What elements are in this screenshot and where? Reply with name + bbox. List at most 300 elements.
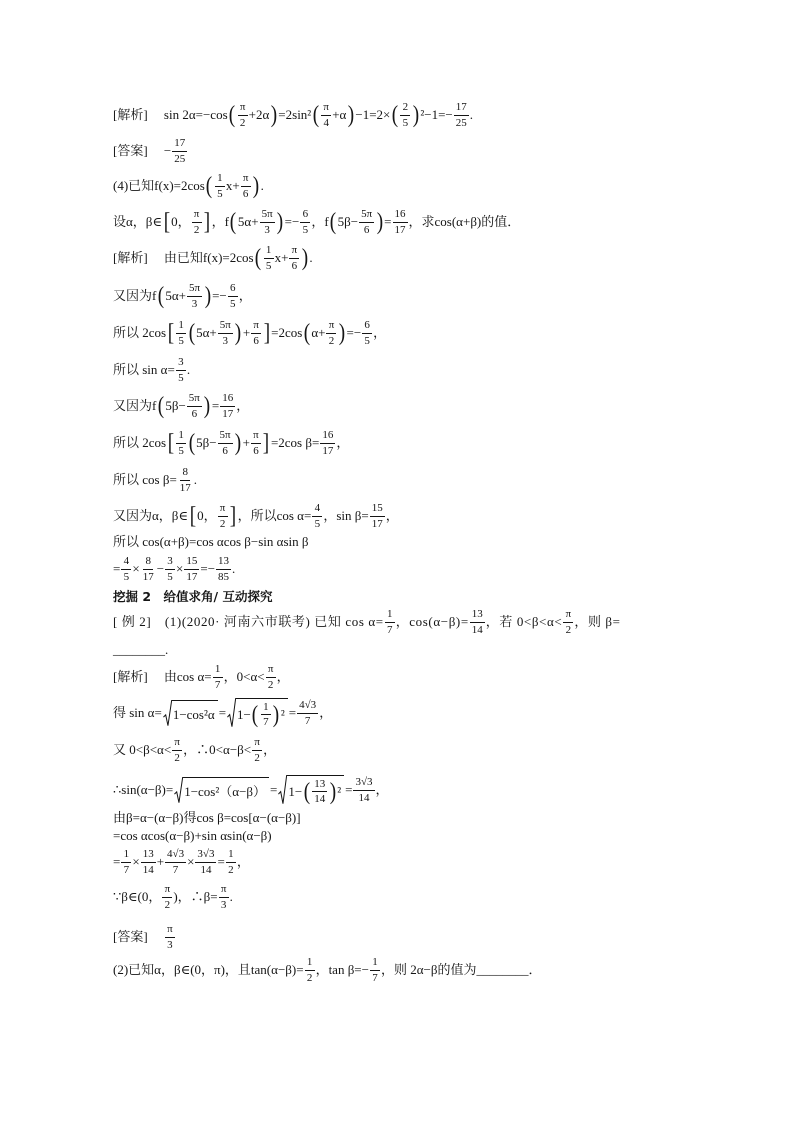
text-run: = [217, 854, 225, 870]
fraction [305, 956, 315, 983]
text-run: 所以 cos β= [113, 472, 177, 488]
text-run: ∵β∈(0， [113, 889, 162, 905]
fraction-numerator: 8 [143, 555, 153, 569]
text-run: = [384, 214, 392, 230]
text-run: − [156, 561, 165, 577]
big-delimiter: ( [312, 102, 319, 128]
fraction-denominator: 2 [239, 116, 246, 129]
fraction [162, 883, 172, 910]
fraction-numerator: 1 [261, 701, 271, 715]
text-run: 由β=α−(α−β)得cos β=cos[α−(α−β)] [113, 810, 301, 826]
fraction-denominator: 7 [172, 863, 179, 876]
fraction-denominator: 6 [191, 407, 198, 420]
text-run: [解析] sin 2α=−cos [113, 107, 228, 123]
text-run: 所以 2cos [113, 325, 167, 341]
analysis-example-2-start-line [113, 660, 290, 694]
fraction [326, 319, 336, 346]
fraction-denominator: 5 [178, 371, 184, 384]
fraction-denominator: 6 [363, 223, 370, 236]
fraction-denominator: 17 [142, 570, 154, 583]
fraction [252, 736, 262, 763]
fraction [261, 701, 271, 728]
fraction-denominator: 5 [314, 517, 321, 530]
big-delimiter: ) [301, 245, 309, 271]
big-delimiter: ( [391, 102, 399, 128]
text-run: ，f [211, 214, 229, 230]
analysis-4-line-2 [113, 279, 252, 313]
fraction [370, 956, 380, 983]
fraction [213, 663, 223, 690]
text-run: −1=2× [355, 107, 391, 123]
analysis-4-line-7 [113, 463, 197, 497]
text-run: 得 sin α= [113, 705, 162, 721]
big-delimiter: ) [412, 102, 420, 128]
fraction-denominator: 3 [220, 898, 227, 911]
fraction-numerator: π [162, 883, 172, 897]
fraction-denominator: 6 [253, 444, 259, 457]
fraction [238, 101, 248, 128]
text-run: ，所以cos α= [237, 508, 312, 524]
text-run: ， [375, 782, 389, 798]
analysis-4-line-4 [113, 353, 190, 387]
text-run: × [187, 854, 195, 870]
text-run: ________. [113, 642, 169, 658]
big-delimiter: ( [303, 320, 311, 346]
fraction-numerator: 3 [165, 555, 175, 569]
text-run: 所以 sin α= [113, 362, 175, 378]
fraction-denominator: 2 [228, 863, 234, 876]
fraction [218, 429, 233, 456]
text-run: ² [337, 783, 342, 799]
fraction [172, 736, 182, 763]
text-run: ， [319, 705, 333, 721]
text-run: ∴sin(α−β)= [113, 782, 174, 798]
text-run: + [242, 325, 251, 341]
text-run: 设α，β∈ [113, 214, 163, 230]
fraction [176, 429, 186, 456]
big-delimiter: [ [167, 320, 174, 346]
text-run: ，f [311, 214, 329, 230]
fraction [297, 699, 318, 726]
fraction-numerator: 6 [362, 319, 372, 333]
fraction [312, 502, 322, 529]
fraction [195, 848, 216, 875]
fraction [226, 848, 236, 875]
big-delimiter: ) [347, 102, 355, 128]
fraction-denominator: 5 [178, 334, 184, 347]
fraction-denominator: 3 [222, 334, 229, 347]
text-run: 1− [237, 706, 251, 722]
text-run: ，0<α< [223, 669, 265, 685]
analysis-compute-line [113, 845, 250, 879]
text-run: ，∴0<α−β< [183, 742, 252, 758]
fraction [353, 776, 374, 803]
text-run: 0， [171, 214, 191, 230]
text-run: 5β− [196, 435, 217, 451]
question-4-function-line [113, 169, 264, 203]
fraction-denominator: 17 [222, 407, 234, 420]
fraction-denominator: 4 [323, 116, 329, 129]
fraction-numerator: π [266, 663, 276, 677]
fraction [385, 608, 395, 635]
big-delimiter: ) [276, 209, 284, 235]
fraction-numerator: π [252, 736, 262, 750]
big-delimiter: ( [188, 320, 195, 346]
text-run: =− [212, 288, 227, 304]
fraction [370, 502, 385, 529]
fraction-denominator: 17 [322, 444, 334, 457]
text-run: ， [238, 288, 252, 304]
fraction-denominator: 3 [191, 297, 198, 310]
fraction-numerator: 3√3 [195, 848, 216, 862]
fraction-numerator: 1 [305, 956, 315, 970]
fraction-numerator: 16 [220, 392, 235, 406]
text-run: 5α+ [237, 214, 259, 230]
text-run: + [156, 854, 165, 870]
big-delimiter: ] [263, 320, 270, 346]
fraction [172, 137, 187, 164]
big-delimiter: ) [234, 430, 242, 456]
text-run: =2cos [271, 325, 303, 341]
text-run: ，求cos(α+β)的值． [408, 214, 521, 230]
fraction [121, 848, 131, 875]
big-delimiter: ) [329, 778, 336, 805]
fraction [220, 392, 235, 419]
text-run: × [132, 561, 140, 577]
big-delimiter: ) [235, 320, 242, 346]
text-run: =− [200, 561, 216, 577]
fraction [264, 244, 274, 271]
fraction [187, 282, 202, 309]
fraction-denominator: 6 [253, 334, 259, 347]
fraction-numerator: π [321, 101, 331, 115]
text-run: ， [276, 669, 290, 685]
text-run: (4)已知f(x)=2cos [113, 178, 205, 194]
fraction-denominator: 3 [264, 223, 270, 236]
fraction-numerator: 4√3 [165, 848, 186, 862]
text-run: 1−cos²α [172, 706, 215, 722]
analysis-4-line-3 [113, 316, 386, 350]
big-delimiter: ) [273, 701, 280, 728]
fraction-numerator: 1 [215, 172, 225, 186]
fraction-denominator: 6 [222, 444, 228, 457]
fraction-denominator: 17 [394, 223, 406, 236]
fraction-numerator: π [165, 923, 175, 937]
text-run: 所以 2cos [113, 435, 167, 451]
text-run: 又因为f [113, 398, 157, 414]
fraction-denominator: 7 [214, 678, 221, 691]
fraction-numerator: 13 [216, 555, 231, 569]
fraction [266, 663, 276, 690]
big-delimiter: ( [206, 173, 213, 199]
text-run: +α [332, 107, 347, 123]
fraction-denominator: 17 [186, 570, 198, 583]
answer-line-prev [113, 134, 188, 168]
big-delimiter: ) [204, 283, 211, 309]
big-delimiter: ] [263, 430, 270, 456]
fraction-numerator: 3 [176, 356, 186, 370]
text-run: . [260, 178, 264, 194]
radical-sign-icon [227, 698, 236, 728]
fraction-numerator: π [238, 101, 248, 115]
big-delimiter: ( [188, 430, 195, 456]
text-run: =2cos β= [270, 435, 320, 451]
fraction [178, 466, 193, 493]
fraction-denominator: 14 [471, 623, 483, 636]
fraction-numerator: 1 [226, 848, 236, 862]
text-run: ， [373, 325, 387, 341]
text-run: 所以 cos(α+β)=cos αcos β−sin αsin β [113, 534, 309, 550]
fraction-numerator: 5π [187, 392, 202, 406]
text-run: = [288, 705, 297, 721]
big-delimiter: [ [189, 503, 196, 529]
fraction-denominator: 2 [267, 678, 274, 691]
fraction-denominator: 2 [328, 334, 335, 347]
fraction-numerator: 4 [312, 502, 322, 516]
text-run: [ 例 2] (1)(2020· 河南六市联考) 已知 cos α= [113, 614, 384, 630]
fraction-denominator: 5 [217, 187, 223, 200]
text-run: = [211, 398, 220, 414]
text-run: ，cos(α−β)= [395, 614, 469, 630]
fraction-numerator: 13 [312, 778, 327, 792]
fraction-numerator: 1 [385, 608, 395, 622]
text-run: +2α [248, 107, 270, 123]
big-delimiter: ( [157, 393, 165, 419]
text-run: ， [236, 854, 250, 870]
text-run: ，则 β= [574, 614, 621, 630]
fraction [228, 282, 238, 309]
big-delimiter: ) [338, 320, 346, 346]
fraction [165, 923, 175, 950]
fraction-numerator: 1 [370, 956, 380, 970]
fraction-numerator: 1 [176, 319, 186, 333]
fraction-denominator: 7 [386, 623, 393, 636]
fraction-numerator: 1 [213, 663, 223, 677]
fraction-numerator: 6 [228, 282, 238, 296]
fraction-numerator: 17 [454, 101, 469, 115]
fraction-denominator: 14 [142, 863, 154, 876]
square-root [227, 698, 288, 728]
fraction [320, 429, 335, 456]
text-run: =2sin² [278, 107, 312, 123]
fraction-numerator: 5π [218, 319, 233, 333]
text-run: . [469, 107, 474, 123]
big-delimiter: ( [157, 283, 165, 309]
radicand [183, 777, 269, 804]
fraction-denominator: 5 [265, 259, 272, 272]
fraction-denominator: 7 [263, 716, 269, 728]
example-2-question-line [113, 605, 621, 639]
analysis-4-line-5 [113, 389, 249, 423]
fraction-numerator: 16 [393, 208, 408, 222]
fraction-denominator: 25 [455, 116, 467, 129]
text-run: 5β− [337, 214, 359, 230]
text-run: =cos αcos(α−β)+sin αsin(α−β) [113, 828, 272, 844]
fraction-denominator: 2 [306, 971, 313, 984]
question-4-condition-line [113, 205, 520, 239]
fraction [362, 319, 372, 346]
text-run: =− [284, 214, 300, 230]
fraction-denominator: 17 [371, 517, 383, 530]
text-run: 又因为α，β∈ [113, 508, 189, 524]
fraction [241, 172, 251, 199]
fraction-denominator: 2 [174, 751, 180, 764]
text-run: ²−1=− [420, 107, 453, 123]
square-root [163, 700, 218, 727]
fraction-numerator: π [251, 319, 261, 333]
fraction-numerator: 1 [264, 244, 274, 258]
text-run: ，sin β= [323, 508, 369, 524]
text-run: x+ [274, 250, 289, 266]
big-delimiter: ( [252, 701, 259, 728]
fraction-denominator: 5 [402, 116, 409, 129]
text-run: [答案] [113, 929, 164, 945]
text-run: 5α+ [165, 288, 186, 304]
big-delimiter: ( [228, 102, 236, 128]
text-run: . [193, 472, 198, 488]
big-delimiter: [ [163, 209, 170, 235]
text-run: = [218, 705, 227, 721]
fraction-numerator: 15 [370, 502, 385, 516]
text-run: 又因为f [113, 288, 157, 304]
radical-sign-icon [163, 700, 172, 727]
fraction-denominator: 6 [242, 187, 249, 200]
fraction [400, 101, 410, 128]
fraction-denominator: 2 [164, 898, 171, 911]
text-run: α+ [311, 325, 326, 341]
fraction-denominator: 2 [565, 623, 572, 636]
text-run: =− [346, 325, 362, 341]
fraction [470, 608, 485, 635]
big-delimiter: [ [167, 430, 174, 456]
big-delimiter: ) [204, 393, 211, 419]
fraction [563, 608, 573, 635]
fraction [300, 208, 310, 235]
fraction-denominator: 7 [123, 863, 130, 876]
fraction [141, 848, 156, 875]
fraction-numerator: 6 [300, 208, 310, 222]
fraction-numerator: π [192, 208, 202, 222]
fraction-numerator: 15 [184, 555, 199, 569]
fraction-denominator: 7 [304, 714, 311, 727]
text-run: 0， [197, 508, 217, 524]
big-delimiter: ) [252, 173, 260, 199]
fraction-denominator: 2 [219, 517, 226, 530]
fraction-numerator: π [326, 319, 336, 333]
fraction-numerator: 2 [400, 101, 410, 115]
square-root [174, 777, 269, 804]
text-run: + [242, 435, 250, 451]
big-delimiter: ( [254, 245, 262, 271]
analysis-4-start-line [113, 241, 313, 275]
big-delimiter: ) [376, 209, 383, 235]
fraction-numerator: 1 [121, 848, 131, 862]
fraction-numerator: π [218, 502, 228, 516]
fraction-numerator: 5π [187, 282, 202, 296]
fraction-numerator: 3√3 [353, 776, 374, 790]
fraction-denominator: 14 [200, 863, 212, 876]
text-run: )，∴β= [173, 889, 218, 905]
big-delimiter: ( [329, 209, 337, 235]
text-run: ，tan β=− [315, 962, 369, 978]
fraction-denominator: 14 [358, 791, 370, 804]
fraction-numerator: 17 [172, 137, 187, 151]
text-run: ， [385, 508, 399, 524]
analysis-sin2a-line [113, 98, 473, 132]
fraction-numerator: 8 [180, 466, 190, 480]
answer-label-line [113, 920, 176, 954]
fraction-denominator: 5 [167, 570, 173, 583]
fraction [251, 429, 261, 456]
fraction [289, 244, 299, 271]
text-run: [解析] 由已知f(x)=2cos [113, 250, 254, 266]
fraction-numerator: π [241, 172, 251, 186]
fraction [251, 319, 261, 346]
fraction-denominator: 25 [174, 152, 186, 165]
fraction-denominator: 5 [123, 570, 130, 583]
analysis-conclusion-line [113, 880, 233, 914]
fraction-numerator: π [563, 608, 573, 622]
fraction-denominator: 2 [254, 751, 260, 764]
big-delimiter: ) [270, 102, 277, 128]
fraction [218, 319, 233, 346]
fraction-denominator: 85 [218, 570, 230, 583]
text-run: 5β− [165, 398, 186, 414]
big-delimiter: ] [229, 503, 237, 529]
text-run: ， [236, 398, 250, 414]
fraction-numerator: 4 [121, 555, 131, 569]
text-run: ， [263, 742, 277, 758]
fraction [454, 101, 469, 128]
fraction-denominator: 5 [229, 297, 236, 310]
text-run: ， [336, 435, 350, 451]
fraction [215, 172, 225, 199]
fraction [312, 778, 327, 805]
text-run: = [270, 782, 278, 798]
radicand [236, 698, 288, 728]
fraction-denominator: 3 [167, 938, 173, 951]
text-run: = [113, 854, 121, 870]
analysis-sin-alpha-line [113, 696, 332, 730]
fraction-numerator: 13 [141, 848, 156, 862]
fraction-numerator: π [251, 429, 261, 443]
text-run: (2)已知α，β∈(0，π)，且tan(α−β)= [113, 962, 304, 978]
text-run: = [113, 561, 121, 577]
big-delimiter: ] [203, 209, 211, 235]
text-run: ，若 0<β<α< [485, 614, 563, 630]
fraction [165, 848, 186, 875]
fraction [219, 883, 229, 910]
text-run: 1− [288, 783, 303, 799]
text-run: . [309, 250, 313, 266]
fraction-denominator: 2 [193, 223, 200, 236]
analysis-4-line-6 [113, 426, 349, 460]
text-run: ，则 2α−β的值为________． [380, 962, 542, 978]
question-2-line [113, 953, 542, 987]
fraction [321, 101, 331, 128]
fraction-numerator: 4√3 [297, 699, 318, 713]
fraction-numerator: 5π [218, 429, 233, 443]
fraction-numerator: π [219, 883, 229, 897]
text-run: x+ [225, 178, 240, 194]
radical-sign-icon [174, 777, 183, 804]
text-run: = [345, 782, 353, 798]
fraction-denominator: 5 [302, 223, 309, 236]
fraction-denominator: 17 [179, 481, 191, 494]
big-delimiter: ( [303, 778, 310, 805]
text-run: [答案] − [113, 143, 172, 159]
fraction [187, 392, 202, 419]
